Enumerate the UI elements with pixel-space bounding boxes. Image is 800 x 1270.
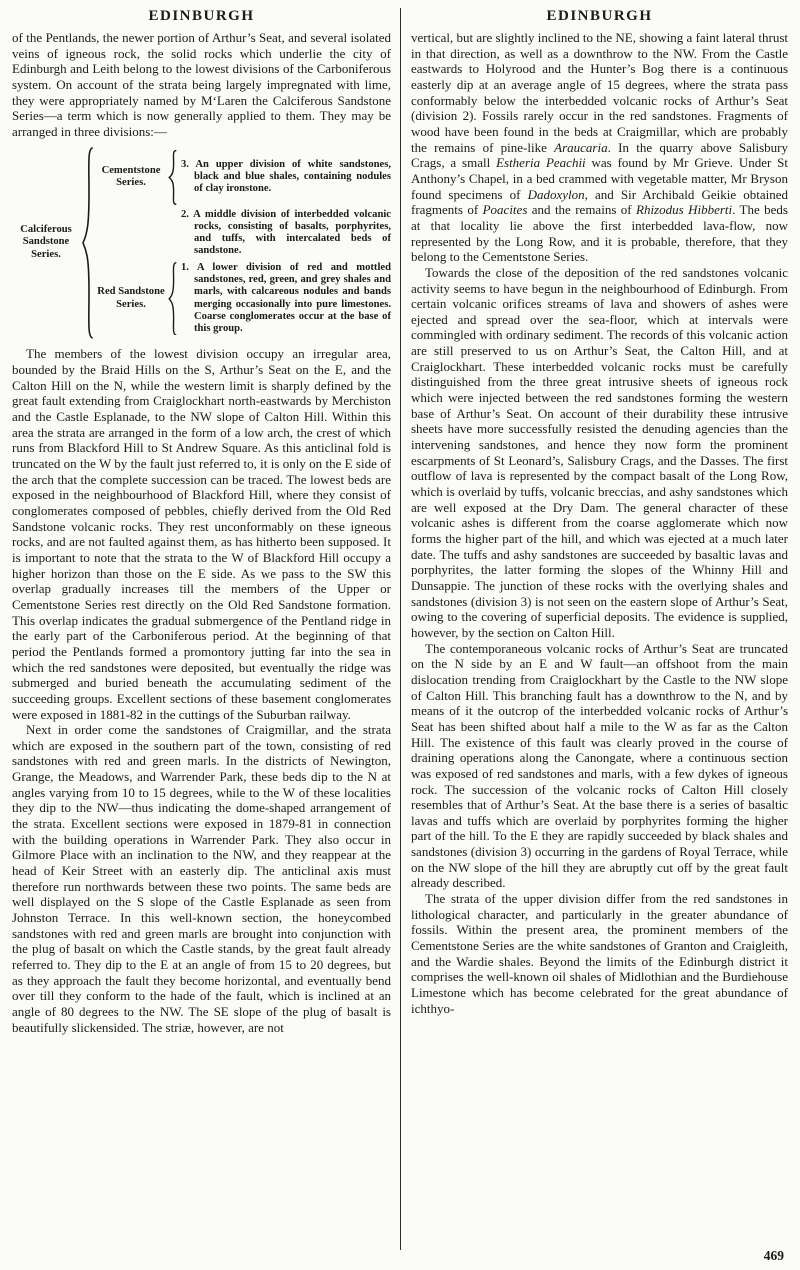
paragraph: of the Pentlands, the newer portion of Arthur’s Seat, and several isolated veins of igneous rock, the solid rocks which underlie the city of Edinburgh and Leith belong to the lowest divisions of the Carboniferous system. On account of the strata being largely impregnated with lime, they were appropriately named by M‘Laren the Calciferous Sandstone Series—a term which is now generally applied to them. They may be arranged in three divisions:— (12, 30, 391, 139)
left-column (10, 8, 400, 1250)
right-paragraphs (411, 30, 788, 1016)
left-paragraphs-top (12, 30, 391, 140)
diagram-item-number: 1. (181, 261, 189, 273)
small-brace-icon (167, 262, 178, 336)
diagram-sublabel-cementstone: Cementstone Series. (101, 164, 161, 189)
italic-term: Araucaria (554, 139, 608, 155)
right-column (400, 8, 790, 1250)
diagram-sublabel-red-sandstone: Red Sandstone Series. (97, 286, 165, 310)
left-paragraphs-bottom (12, 346, 391, 1035)
paragraph: Towards the close of the deposition of the red sandstones volcanic activity seems to have begun in the neighbourhood of Edinburgh. From certain volcanic orifices streams of lava and showers of ashes were ejected and spread over the sea-floor, which at intervals were commingled with ordinary sediment. The records of this volcanic action are still preserved to us on Arthur’s Seat, the Calton Hill, and at Craiglockhart. These interbedded volcanic rocks must be carefully distinguished from the three great intrusive sheets of igneous rock which were injected between the red sandstones forming the western base of Arthur’s Seat. On account of their durability these intrusive sheets have more successfully resisted the denuding agencies than the intervening sandstones, and hence they now form the prominent escarpments of St Leonard’s, Salisbury Crags, and the Dasses. The first outflow of lava is represented by the compact basalt of the Long Row, which is overlaid by tuffs, volcanic breccias, and ashy sandstones which are well exposed at the Dry Dam. The general character of these volcanic ashes is different from the coarse agglomerate which now forms the higher part of the hill, and which was ejected at a much later date. The tuffs and ashy sandstones are succeeded by basaltic lavas and porphyrites, the latter forming the slopes of the Whinny Hill and Dunsappie. The junction of these rocks with the overlying shales and sandstones (division 3) is not seen on the eastern slope of Arthur’s Seat, owing to the covering of superficial deposits. The evidence is supplied, however, by the section on Calton Hill. (411, 264, 788, 640)
paragraph: The contemporaneous volcanic rocks of Arthur’s Seat are truncated on the N side by an E and W fault—an offshoot from the main dislocation trending from Craiglockhart by the Castle to the NW slope of Calton Hill. This branching fault has a downthrow to the N, and by means of it the outcrop of the interbedded volcanic rocks of Arthur’s Seat has been shifted about half a mile to the W as far as the Calton Hill. The existence of this fault was clearly proved in the course of draining operations along the Canongate, where a continuous section was exposed of red sandstones and marls, with a few dykes of igneous rock. The succession of the volcanic rocks of Calton Hill closely resembles that of Arthur’s Seat. At the base there is a series of basaltic lavas and tuffs which are overlaid by porphyrites forming the higher part of the hill. To the E they are rapidly succeeded by black shales and sandstones (division 3) occurring in the gardens of Royal Terrace, while on the NW slope of the hill they are abruptly cut off by the great fault already described. (411, 640, 788, 891)
diagram-main-label: Calciferous Sandstone Series. (20, 224, 72, 260)
italic-term: Rhizodus Hibberti (636, 202, 733, 218)
diagram-item-text: A middle division of interbedded volcanic rocks, consisting of basalts, porphyrites, and tuffs, with intercalated beds of sandstone. (193, 208, 391, 257)
diagram-item-text: A lower division of red and mottled sandstones, red, green, and grey shales and marls, with calcareous nodules and bands merging occasionally into pure limestones. Coarse conglomerates occur at the base of this group. (194, 261, 391, 335)
big-brace-icon (80, 146, 95, 340)
running-head-left: EDINBURGH (148, 8, 255, 24)
classification-diagram (12, 146, 391, 340)
paragraph: The members of the lowest division occupy an irregular area, bounded by the Braid Hills on the S, Arthur’s Seat on the E, and the Calton Hill on the N, while the western limit is sharply defined by the great fault extending from Craiglockhart north-eastwards by Merchiston and the Castle Esplanade, to the NW slope of Calton Hill. Within this area the strata are arranged in the form of a low arch, the crest of which runs from Blackford Hill to St Andrew Square. As this anticlinal fold is truncated on the W by the fault just referred to, it is only on the E side of the arch that the complete succession can be traced. The lowest beds are exposed in the neighbourhood of Blackford Hill, where they consist of conglomerates composed of pebbles, chiefly derived from the Old Red Sandstone volcanic rocks. They rest unconformably on these igneous rocks, and are not faulted against them, as has hitherto been supposed. It is important to note that the strata to the W of Blackford Hill occupy a higher horizon than those on the E side. As we pass to the SW this overlap gradually increases till the members of the Upper or Cementstone Series rest directly on the Old Red Sandstone formation. This overlap indicates the gradual submergence of the Pentland ridge in the early part of the Carboniferous period. At the beginning of that period the Pentlands formed a promontory jutting far into the sea in which the red sandstones were deposited, but eventually the ridge was submerged and buried beneath the accumulating sediment of the succeeding groups. Excellent sections of these basement conglomerates were exposed in 1881-82 in the cuttings of the Suburban railway. (12, 346, 391, 722)
paragraph: The strata of the upper division differ from the red sandstones in lithological character, and particularly in the greater abundance of fossils. Within the present area, the prominent members of the Cementstone Series are the white sandstones of Granton and Craigleith, and the Wardie shales. Beyond the limits of the Edinburgh district it comprises the well-known oil shales of Midlothian and the Burdiehouse Limestone which has become celebrated for the great abundance of ichthyo- (411, 891, 788, 1016)
diagram-row-middle (95, 209, 391, 258)
running-head-right: EDINBURGH (546, 8, 653, 24)
page-columns (10, 8, 790, 1250)
diagram-item-1 (178, 262, 391, 336)
italic-term: Dadoxylon (527, 186, 585, 202)
diagram-rows (95, 146, 391, 340)
diagram-item-2 (178, 209, 391, 258)
paragraph: Next in order come the sandstones of Craigmillar, and the strata which are exposed in the southern part of the town, consisting of red sandstones with red and green marls. In the districts of Newington, Grange, the Meadows, and Warrender Park, these beds dip to the N at angles varying from 10 to 15 degrees, while to the W of these localities they dip to the NW—thus indicating the dome-shaped arrangement of the strata. Excellent sections were exposed in 1879-81 in connection with the building operations in Warrender Park. They also occur in Gilmore Place with an inclination to the NW, and they reappear at the head of Keir Street with an easterly dip. The anticlinal axis must therefore run northwards between these two points. The same beds are well displayed on the S slope of the Castle Esplanade as seen from Johnston Terrace. In this well-known section, the honeycombed sandstones with red and green marls are brought into conjunction with the plug of basalt on which the Castle stands, by the great fault already referred to. They dip to the E at an angle of from 15 to 20 degrees, but as they approach the fault they become horizontal, and eventually bend over till they conform to the hade of the fault, which is inclined at an angle of 80 degrees to the NW. The SE slope of the plug of basalt is beautifully slickensided. The striæ, however, are not (12, 722, 391, 1035)
diagram-item-3 (178, 159, 391, 196)
italic-term: Estheria Peachii (496, 155, 586, 171)
paragraph: vertical, but are slightly inclined to the NE, showing a faint lateral thrust in that direction, as well as a downthrow to the NW. From the Castle eastwards to Holyrood and the Hunter’s Bog there is a continuous easterly dip at an average angle of 15 degrees, where the strata pass conformably below the interbedded volcanic rocks of Arthur’s Seat (division 2). Fossils rarely occur in the red sandstones. Fragments of wood have been found in the beds at Craigmillar, which are probably the remains of pine-like Araucaria. In the quarry above Salisbury Crags, a small Estheria Peachii was found by Mr Grieve. Under St Anthony’s Chapel, in a bed crammed with vegetable matter, Mr Bryson found specimens of Dadoxylon, and Sir Archibald Geikie obtained fragments of Poacites and the remains of Rhizodus Hibberti. The beds at that locality lie above the first interbedded lava-flow, now represented by the Long Row, and it is probable, therefore, that they belong to the Cementstone Series. (411, 30, 789, 265)
diagram-row-cementstone (95, 150, 391, 205)
diagram-row-red-sandstone (95, 262, 391, 336)
diagram-item-number: 2. (181, 208, 189, 220)
diagram-item-number: 3. (181, 158, 189, 170)
italic-term: Poacites (482, 202, 528, 218)
diagram-item-text: An upper division of white sandstones, black and blue shales, containing nodules of clay ironstone. (194, 158, 391, 195)
page-number: 469 (763, 1248, 784, 1263)
small-brace-icon (167, 150, 178, 205)
